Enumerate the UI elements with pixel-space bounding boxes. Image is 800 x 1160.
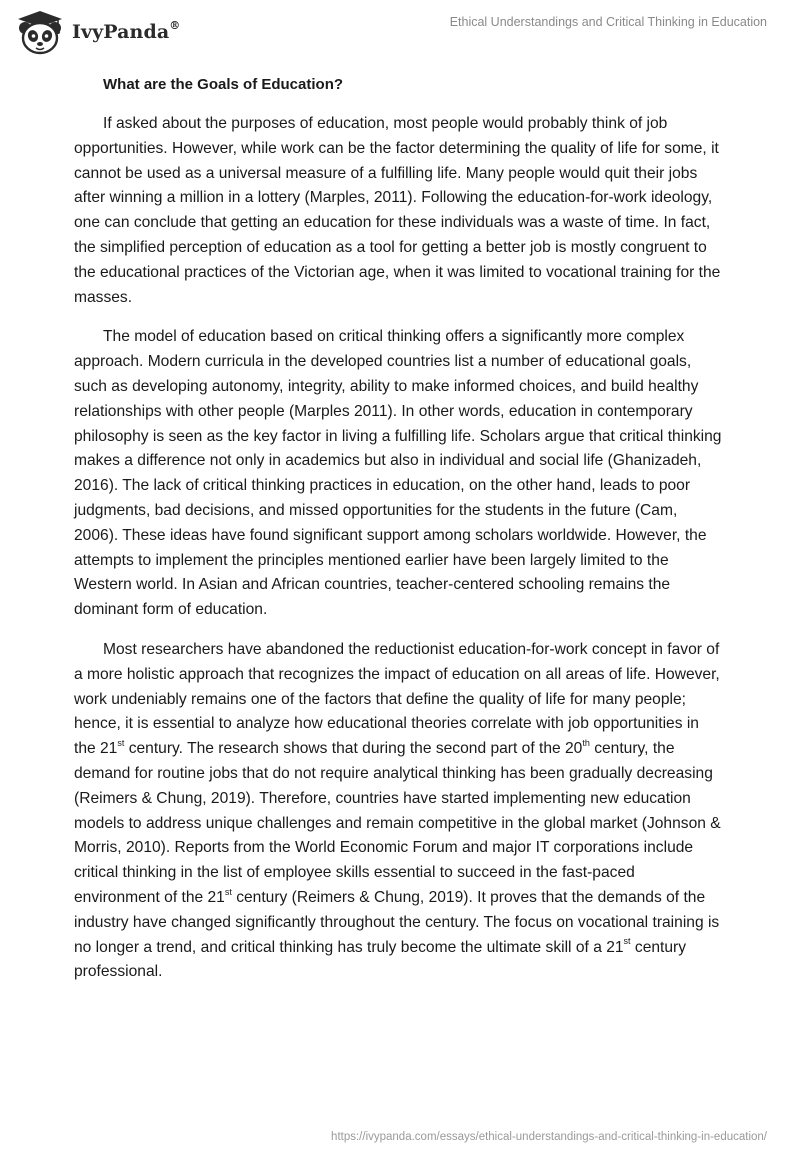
superscript-st: st (623, 936, 631, 947)
superscript-st: st (117, 737, 125, 748)
source-url[interactable]: https://ivypanda.com/essays/ethical-understandings-and-critical-thinking-in-education/ (331, 1131, 767, 1143)
paragraph-1: If asked about the purposes of education, most people would probably think of job opportunities. However, while work can be the factor determining the quality of life for some, it cannot be used as a universal measure of a fulfilling life. Many people would quit their jobs after winning a million in a lottery (Marples, 2011). Following the education-for-work ideology, one can conclude that getting an education for these individuals was a waste of time. In fact, the simplified perception of education as a tool for getting a better job is mostly congruent to the educational practices of the Victorian age, when it was limited to vocational training for the masses. (74, 115, 721, 306)
registered-mark: ® (169, 19, 181, 32)
article-body (74, 73, 724, 985)
section-heading: What are the Goals of Education? (103, 76, 344, 93)
brand-name: IvyPanda® (72, 19, 181, 43)
paragraph-2: The model of education based on critical thinking offers a significantly more complex approach. Modern curricula in the developed countries list a number of educational goals, such as developing autonomy, integrity, ability to make informed choices, and build healthy relationships with other people (Marples 2011). In other words, education in contemporary philosophy is seen as the key factor in living a fulfilling life. Scholars argue that critical thinking makes a difference not only in academics but also in individual and social life (Ghanizadeh, 2016). The lack of critical thinking practices in education, on the other hand, leads to poor judgments, bad decisions, and missed opportunities for the students in the future (Cam, 2006). These ideas have found significant support among scholars worldwide. However, the attempts to implement the principles mentioned earlier have been largely limited to the Western world. In Asian and African countries, teacher-centered schooling remains the dominant form of education. (74, 328, 722, 619)
paragraph-3: Most researchers have abandoned the reductionist education-for-work concept in favor of a more holistic approach that recognizes the impact of education on all areas of life. However, work undeniably remains one of the factors that define the quality of life for many people; hence, it is essential to analyze how educational theories correlate with job opportunities in the 21st century. The research shows that during the second part of the 20th century, the demand for routine jobs that do not require analytical thinking has been gradually decreasing (Reimers & Chung, 2019). Therefore, countries have started implementing new education models to address unique challenges and remain competitive in the global market (Johnson & Morris, 2010). Reports from the World Economic Forum and major IT corporations include critical thinking in the list of employee skills essential to succeed in the fast-paced environment of the 21st century (Reimers & Chung, 2019). It proves that the demands of the industry have changed significantly throughout the century. The focus on vocational training is no longer a trend, and critical thinking has truly become the ultimate skill of a 21st century professional. (74, 640, 721, 981)
panda-mascot-icon (14, 9, 66, 55)
running-title: Ethical Understandings and Critical Thinking in Education (449, 15, 767, 29)
superscript-th: th (582, 737, 590, 748)
ivypanda-logo[interactable] (14, 9, 180, 55)
superscript-st: st (224, 886, 232, 897)
page-header (0, 0, 800, 64)
